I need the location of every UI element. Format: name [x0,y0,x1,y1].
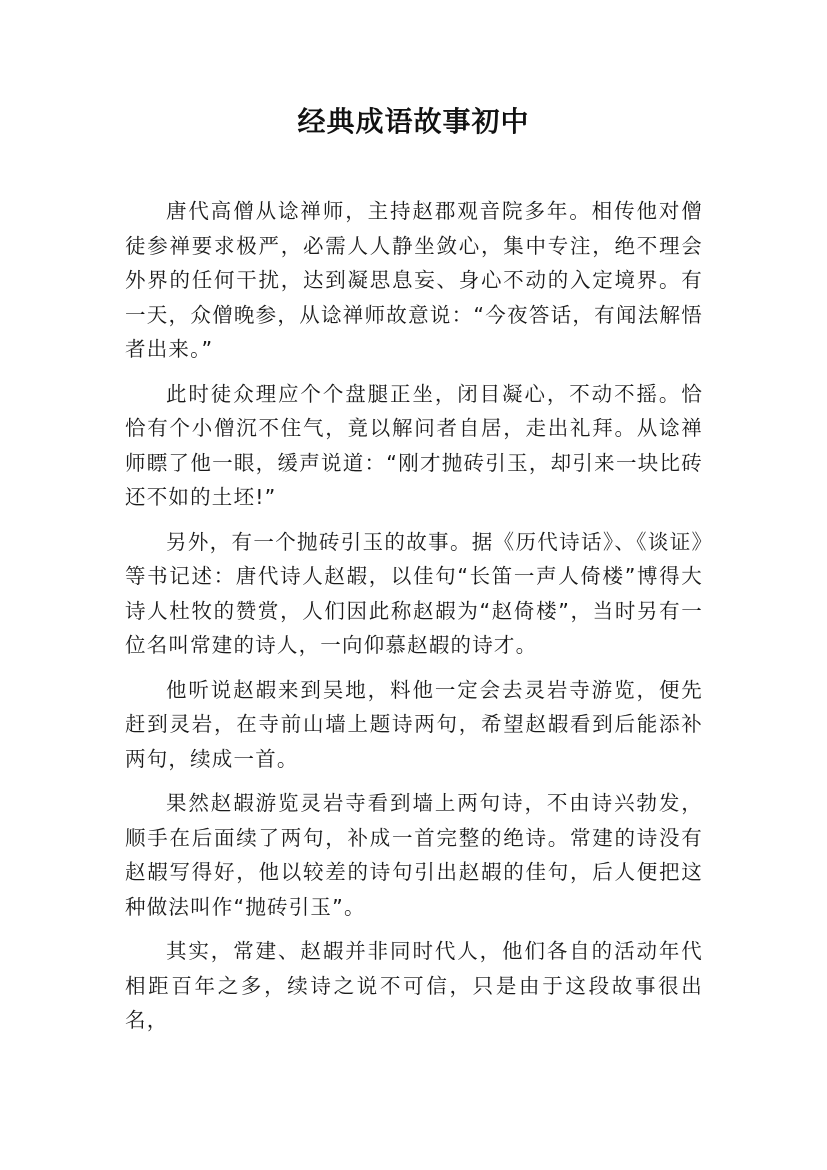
paragraph-1: 唐代高僧从谂禅师，主持赵郡观音院多年。相传他对僧徒参禅要求极严，必需人人静坐敛心，集中专注，绝不理会外界的任何干扰，达到凝思息妄、身心不动的入定境界。有一天，众僧晚参，从谂禅师故意说：“今夜答话，有闻法解悟者出来。” [125,199,703,361]
page-title: 经典成语故事初中 [297,105,530,138]
paragraph-3: 另外，有一个抛砖引玉的故事。据《历代诗话》、《谈证》等书记述：唐代诗人赵嘏，以佳句“长笛一声人倚楼”博得大诗人杜牧的赞赏，人们因此称赵嘏为“赵倚楼”，当时另有一位名叫常建的诗人，一向仰慕赵嘏的诗才。 [125,529,703,657]
paragraph-6: 其实，常建、赵嘏并非同时代人，他们各自的活动年代相距百年之多，续诗之说不可信，只是由于这段故事很出名， [125,939,703,1032]
paragraph-2: 此时徒众理应个个盘腿正坐，闭目凝心，不动不摇。恰恰有个小僧沉不住气，竟以解问者自居，走出礼拜。从谂禅师瞟了他一眼，缓声说道：“刚才抛砖引玉，却引来一块比砖还不如的土坯!” [125,381,703,509]
paragraph-4: 他听说赵嘏来到吴地，料他一定会去灵岩寺游览，便先赶到灵岩，在寺前山墙上题诗两句，希望赵嘏看到后能添补两句，续成一首。 [125,677,703,771]
document-body [125,194,703,1048]
paragraph-5: 果然赵嘏游览灵岩寺看到墙上两句诗，不由诗兴勃发，顺手在后面续了两句，补成一首完整的绝诗。常建的诗没有赵嘏写得好，他以较差的诗句引出赵嘏的佳句，后人便把这种做法叫作“抛砖引玉”。 [125,791,703,919]
